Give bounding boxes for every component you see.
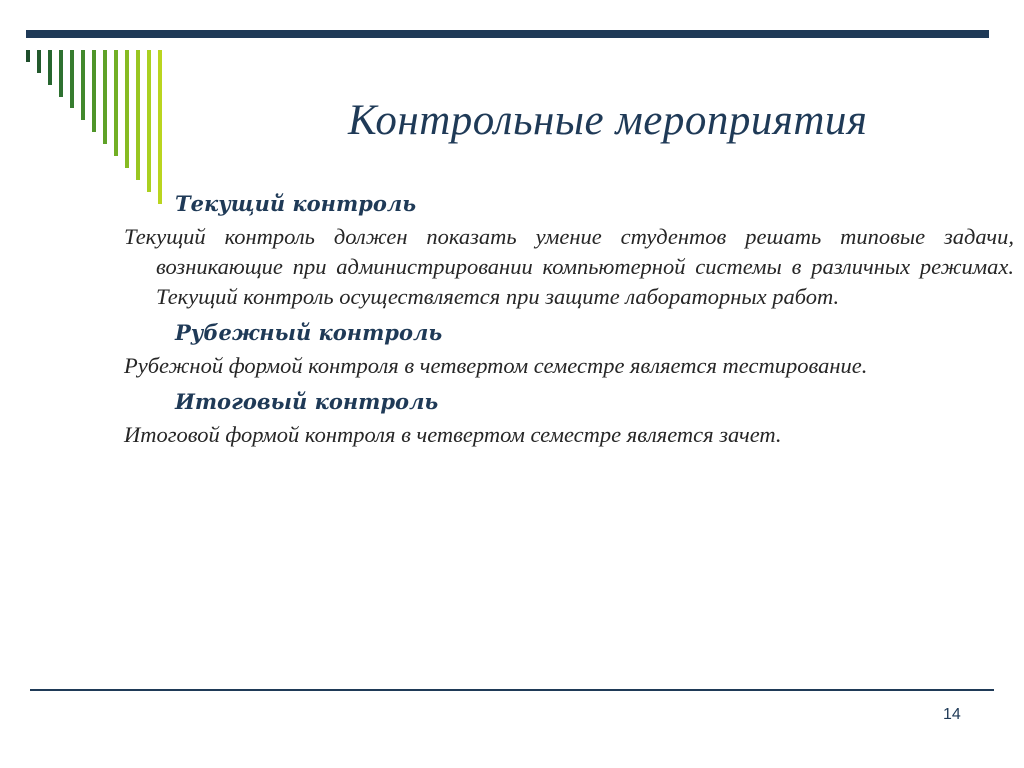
stripe: [59, 50, 63, 97]
stripe: [81, 50, 85, 120]
stripe: [70, 50, 74, 108]
section-heading-milestone: Рубежный контроль: [175, 320, 443, 345]
stripe: [114, 50, 118, 156]
section-text-current: Текущий контроль должен показать умение студентов решать типовые задачи, возникающие при администрировании компьютерной системы в различных режимах. Текущий контроль осуществляется при защите лабораторных работ.: [124, 224, 1014, 309]
footer-divider: [30, 689, 994, 691]
stripe: [103, 50, 107, 144]
stripe: [26, 50, 30, 62]
stripe: [136, 50, 140, 180]
section-text-milestone: Рубежной формой контроля в четвертом семестре является тестирование.: [124, 353, 868, 378]
stripe: [125, 50, 129, 168]
stripe: [158, 50, 162, 204]
page-number: 14: [943, 706, 961, 723]
stripe: [147, 50, 151, 192]
slide-title: Контрольные мероприятия: [348, 97, 868, 144]
top-accent-bar: [26, 30, 989, 38]
stripe: [92, 50, 96, 132]
section-heading-current: Текущий контроль: [175, 191, 417, 216]
section-text-final: Итоговой формой контроля в четвертом семестре является зачет.: [124, 422, 782, 447]
slide-content: [124, 186, 1014, 453]
stripe: [37, 50, 41, 73]
stripe: [48, 50, 52, 85]
section-heading-final: Итоговый контроль: [175, 389, 439, 414]
